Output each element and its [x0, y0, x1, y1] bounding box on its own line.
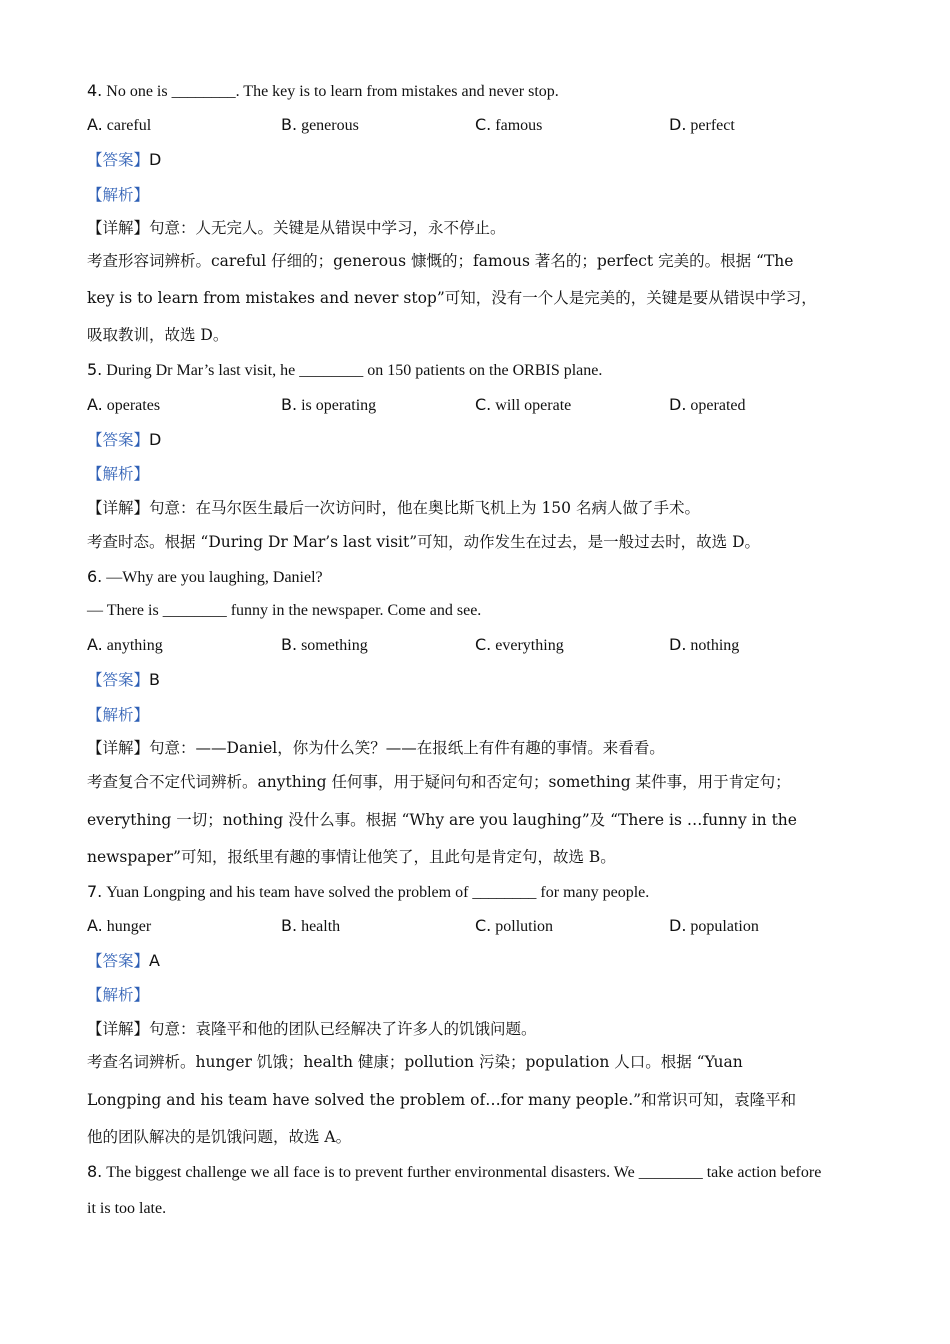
question-number: 5. [87, 360, 103, 379]
answer-tag: 【答案】 [87, 952, 150, 970]
detail-text: 句意：袁隆平和他的团队已经解决了许多人的饥饿问题。 [149, 1020, 537, 1038]
answer-7 [87, 950, 160, 973]
option-a: A. operates [87, 395, 161, 414]
options-5 [87, 394, 867, 416]
analysis-tag: 【解析】 [87, 706, 150, 724]
question-stem-continued: — There is ________ funny in the newspaper. Come and see. [87, 602, 482, 619]
answer-value: D [149, 150, 162, 169]
detail-text: 句意：人无完人。关键是从错误中学习，永不停止。 [149, 219, 506, 237]
detail-4 [87, 217, 506, 240]
detail-7 [87, 1018, 537, 1041]
analysis-tag: 【解析】 [87, 986, 150, 1004]
detail-tag: 【详解】 [87, 499, 150, 517]
question-number: 4. [87, 81, 103, 100]
option-a: A. hunger [87, 916, 152, 935]
option-d: D. operated [669, 395, 746, 414]
explain-line: 考查时态。根据 “During Dr Mar’s last visit”可知，动作发生在过去，是一般过去时，故选 D。 [87, 533, 760, 551]
detail-5 [87, 497, 700, 520]
question-stem-continued: it is too late. [87, 1200, 167, 1217]
question-8 [87, 1161, 821, 1184]
detail-text: 句意：在马尔医生最后一次访问时，他在奥比斯飞机上为 150 名病人做了手术。 [149, 499, 700, 517]
answer-tag: 【答案】 [87, 151, 150, 169]
option-a: A. anything [87, 635, 163, 654]
question-stem: No one is ________. The key is to learn from mistakes and never stop. [106, 83, 559, 100]
explain-line: Longping and his team have solved the problem of…for many people.”和常识可知，袁隆平和 [87, 1091, 797, 1109]
explain-line: 他的团队解决的是饥饿问题，故选 A。 [87, 1128, 352, 1146]
explain-line: 考查名词辨析。hunger 饥饿；health 健康；pollution 污染；population 人口。根据 “Yuan [87, 1053, 743, 1071]
option-b: B. generous [281, 115, 359, 134]
question-number: 8. [87, 1162, 103, 1181]
explain-line: 考查复合不定代词辨析。anything 任何事，用于疑问句和否定句；something 某件事，用于肯定句； [87, 773, 791, 791]
explain-line: 考查形容词辨析。careful 仔细的；generous 慷慨的；famous 著名的；perfect 完美的。根据 “The [87, 252, 794, 270]
option-b: B. is operating [281, 395, 377, 414]
explain-line: everything 一切；nothing 没什么事。根据 “Why are you laughing”及 “There is …funny in the [87, 811, 797, 829]
explain-line: key is to learn from mistakes and never stop”可知，没有一个人是完美的，关键是要从错误中学习， [87, 289, 817, 307]
option-b: B. health [281, 916, 341, 935]
option-b: B. something [281, 635, 368, 654]
option-a: A. careful [87, 115, 152, 134]
detail-text: 句意：——Daniel，你为什么笑？——在报纸上有件有趣的事情。来看看。 [149, 739, 665, 757]
option-c: C. everything [475, 635, 564, 654]
question-5 [87, 359, 602, 382]
analysis-7 [87, 984, 149, 1007]
question-stem: During Dr Mar’s last visit, he ________ on 150 patients on the ORBIS plane. [106, 362, 603, 379]
detail-tag: 【详解】 [87, 739, 150, 757]
question-number: 7. [87, 882, 103, 901]
question-6 [87, 566, 323, 589]
question-4 [87, 80, 559, 103]
detail-tag: 【详解】 [87, 1020, 150, 1038]
option-d: D. nothing [669, 635, 740, 654]
analysis-6 [87, 704, 149, 727]
answer-tag: 【答案】 [87, 671, 150, 689]
answer-tag: 【答案】 [87, 431, 150, 449]
question-stem: Yuan Longping and his team have solved the problem of ________ for many people. [106, 884, 650, 901]
analysis-tag: 【解析】 [87, 465, 150, 483]
question-7 [87, 881, 649, 904]
options-7 [87, 915, 867, 937]
option-c: C. famous [475, 115, 543, 134]
question-stem: —Why are you laughing, Daniel? [106, 569, 323, 586]
answer-value: D [149, 430, 162, 449]
detail-6 [87, 737, 665, 760]
question-number: 6. [87, 567, 103, 586]
analysis-5 [87, 463, 149, 486]
analysis-4 [87, 184, 149, 207]
explain-line: 吸取教训，故选 D。 [87, 326, 229, 344]
answer-6 [87, 669, 160, 692]
detail-tag: 【详解】 [87, 219, 150, 237]
answer-4 [87, 149, 161, 172]
answer-value: A [149, 951, 160, 970]
option-c: C. pollution [475, 916, 554, 935]
analysis-tag: 【解析】 [87, 186, 150, 204]
option-d: D. perfect [669, 115, 735, 134]
question-stem: The biggest challenge we all face is to prevent further environmental disasters. We ________ take action before [106, 1164, 822, 1181]
option-c: C. will operate [475, 395, 572, 414]
answer-5 [87, 429, 161, 452]
answer-value: B [149, 670, 160, 689]
explain-line: newspaper”可知，报纸里有趣的事情让他笑了，且此句是肯定句，故选 B。 [87, 848, 616, 866]
option-d: D. population [669, 916, 759, 935]
options-6 [87, 634, 867, 656]
options-4 [87, 114, 867, 136]
